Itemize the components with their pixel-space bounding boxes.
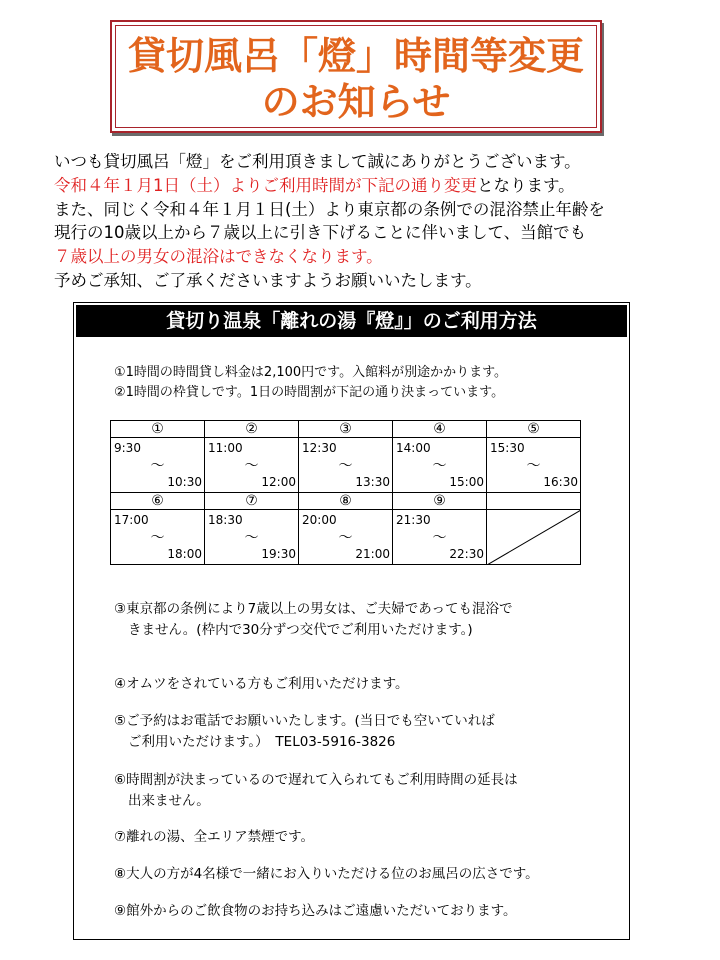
slot-tilde: ～	[150, 530, 165, 546]
intro-line-6: 予めご承知、ご了承くださいますようお願いいたします。	[54, 270, 482, 290]
slot-tilde: ～	[150, 458, 165, 474]
slot-number: ⑧	[299, 493, 393, 510]
intro-line-2	[54, 174, 694, 198]
slot-tilde: ～	[338, 530, 353, 546]
slot-start: 20:00	[302, 513, 337, 527]
slot-end: 16:30	[543, 475, 578, 489]
rule-1: ①1時間の時間貸し料金は2,100円です。入館料が別途かかります。	[114, 365, 508, 380]
note-8: ⑧大人の方が4名様で一緒にお入りいただける位のお風呂の広さです。	[114, 866, 539, 882]
diagonal-line-icon	[487, 510, 581, 565]
usage-box	[73, 302, 630, 940]
schedule-time-row-2	[111, 510, 581, 565]
slot-start: 15:30	[490, 441, 525, 455]
slot-number: ①	[111, 421, 205, 438]
note-3	[114, 599, 513, 641]
schedule-table	[110, 420, 581, 565]
note-6-line-2: 出来ません。	[128, 793, 210, 809]
note-7: ⑦離れの湯、全エリア禁煙です。	[114, 829, 315, 845]
slot-number: ③	[299, 421, 393, 438]
slot-start: 17:00	[114, 513, 149, 527]
slot-number: ⑦	[205, 493, 299, 510]
slot-tilde: ～	[432, 530, 447, 546]
title-line-2: のお知らせ	[261, 80, 451, 124]
intro-text	[54, 150, 694, 293]
schedule-header-row-2	[111, 493, 581, 510]
slot-tilde: ～	[526, 458, 541, 474]
slot-tilde: ～	[338, 458, 353, 474]
note-5	[114, 711, 495, 753]
time-slot	[205, 438, 299, 493]
slot-end: 12:00	[261, 475, 296, 489]
note-6	[114, 770, 518, 812]
slot-start: 21:30	[396, 513, 431, 527]
intro-line-2-rest: となります。	[477, 175, 575, 195]
slot-number: ④	[393, 421, 487, 438]
slot-end: 13:30	[355, 475, 390, 489]
slot-start: 11:00	[208, 441, 243, 455]
note-9: ⑨館外からのご飲食物のお持ち込みはご遠慮いただいております。	[114, 903, 517, 919]
slot-end: 21:00	[355, 547, 390, 561]
slot-end: 10:30	[167, 475, 202, 489]
time-slot	[393, 438, 487, 493]
title-banner	[110, 20, 602, 133]
slot-start: 12:30	[302, 441, 337, 455]
schedule-header-row-1	[111, 421, 581, 438]
slot-end: 15:00	[449, 475, 484, 489]
slot-tilde: ～	[244, 530, 259, 546]
intro-line-5: ７歳以上の男女の混浴はできなくなります。	[54, 247, 383, 267]
slot-number: ⑨	[393, 493, 487, 510]
time-slot	[205, 510, 299, 565]
intro-line-2-highlight: 令和４年１月1日（土）よりご利用時間が下記の通り変更	[54, 175, 477, 195]
slot-number: ②	[205, 421, 299, 438]
note-5-line-2: ご利用いただけます。） TEL03-5916-3826	[128, 734, 396, 750]
slot-tilde: ～	[432, 458, 447, 474]
slot-number: ⑥	[111, 493, 205, 510]
slot-number: ⑤	[487, 421, 581, 438]
note-6-line-1: ⑥時間割が決まっているので遅れて入られてもご利用時間の延長は	[114, 772, 518, 788]
time-slot	[299, 510, 393, 565]
time-slot	[111, 438, 205, 493]
note-3-line-1: ③東京都の条例により7歳以上の男女は、ご夫婦であっても混浴で	[114, 601, 513, 617]
time-slot	[393, 510, 487, 565]
intro-line-3: また、同じく令和４年１月１日(土）より東京都の条例での混浴禁止年齢を	[54, 199, 605, 219]
empty-slot-diagonal	[487, 510, 581, 565]
slot-start: 9:30	[114, 441, 141, 455]
slot-tilde: ～	[244, 458, 259, 474]
title-line-1: 貸切風呂「燈」時間等変更	[127, 34, 584, 78]
slot-end: 18:00	[167, 547, 202, 561]
time-slot	[487, 438, 581, 493]
slot-start: 18:30	[208, 513, 243, 527]
note-5-line-1: ⑤ご予約はお電話でお願いいたします。(当日でも空いていれば	[114, 713, 495, 729]
intro-line-1: いつも貸切風呂「燈」をご利用頂きまして誠にありがとうございます。	[54, 152, 581, 171]
intro-line-4: 現行の10歳以上から７歳以上に引き下げることに伴いまして、当館でも	[54, 223, 587, 243]
time-slot	[299, 438, 393, 493]
time-slot	[111, 510, 205, 565]
note-3-line-2: きません。(枠内で30分ずつ交代でご利用いただけます。)	[128, 622, 473, 638]
slot-start: 14:00	[396, 441, 431, 455]
slot-end: 19:30	[261, 547, 296, 561]
empty-slot-number	[487, 493, 581, 510]
schedule-time-row-1	[111, 438, 581, 493]
usage-box-header: 貸切り温泉「離れの湯『燈』」のご利用方法	[76, 305, 627, 337]
slot-end: 22:30	[449, 547, 484, 561]
rule-2: ②1時間の枠貸しです。1日の時間割が下記の通り決まっています。	[114, 385, 505, 400]
note-4: ④オムツをされている方もご利用いただけます。	[114, 676, 409, 692]
